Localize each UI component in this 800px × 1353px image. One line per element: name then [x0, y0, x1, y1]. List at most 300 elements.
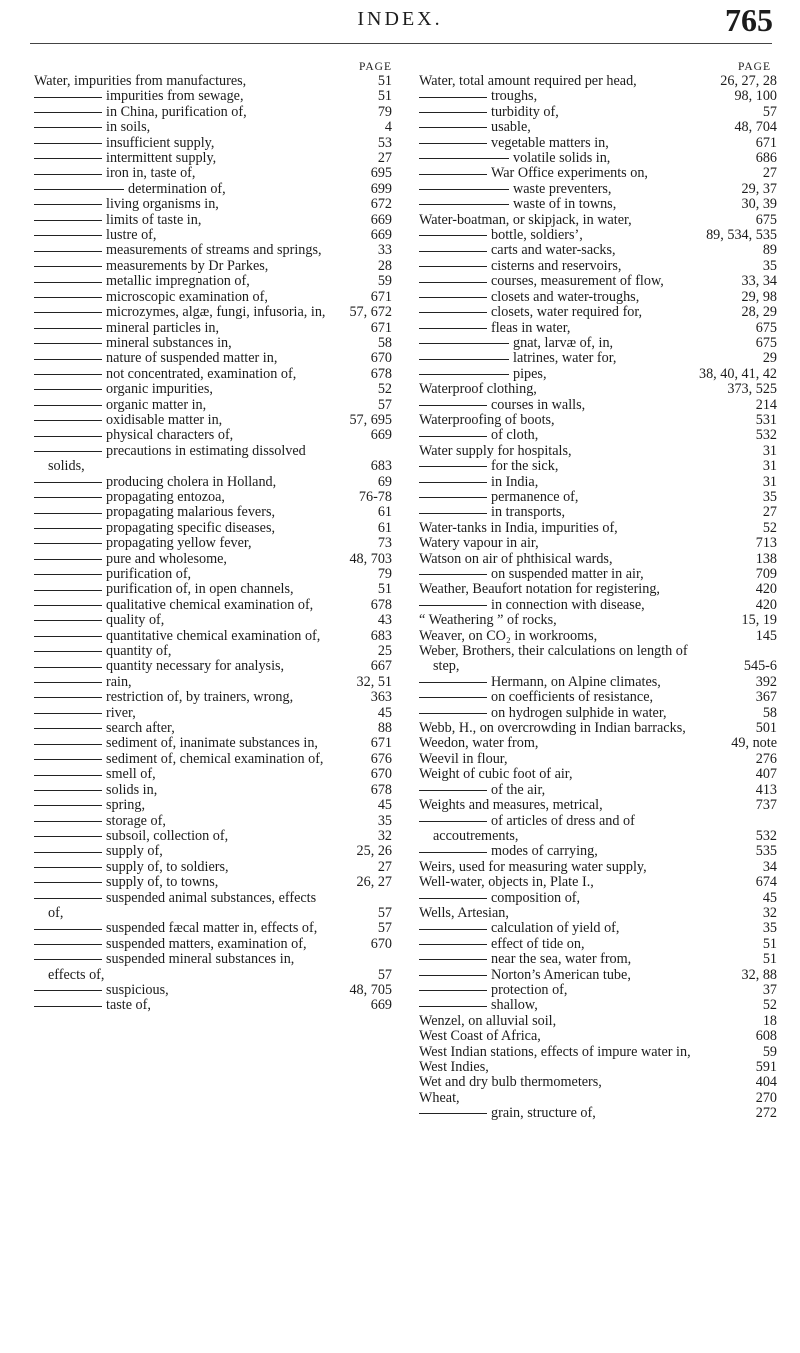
index-entry	[413, 490, 777, 505]
ditto-rule	[34, 374, 102, 375]
entry-label: propagating malarious fevers,	[106, 504, 276, 521]
index-entry	[413, 798, 777, 813]
ditto-rule	[34, 821, 102, 822]
entry-page-ref: 51	[377, 581, 392, 598]
entry-page-ref: 501	[755, 720, 777, 737]
index-entry	[413, 120, 777, 135]
index-entry	[28, 367, 392, 382]
ditto-rule	[419, 944, 487, 945]
index-entry	[413, 259, 777, 274]
entry-page-ref: 38, 40, 41, 42	[698, 365, 777, 382]
index-entry	[413, 166, 777, 181]
entry-page-ref: 678	[370, 596, 392, 613]
index-entry	[413, 136, 777, 151]
index-entry	[28, 398, 392, 413]
entry-page-ref: 678	[370, 365, 392, 382]
entry-page-ref: 33	[377, 242, 392, 259]
entry-label: near the sea, water from,	[491, 951, 632, 968]
entry-label: Wenzel, on alluvial soil,	[419, 1012, 557, 1029]
ditto-rule	[419, 143, 487, 144]
ditto-rule	[34, 713, 102, 714]
ditto-rule	[419, 204, 509, 205]
entry-page-ref: 32	[377, 827, 392, 844]
entry-label: not concentrated, examination of,	[106, 365, 297, 382]
ditto-rule	[34, 852, 102, 853]
entry-label: quantity necessary for analysis,	[106, 658, 285, 675]
index-entry	[28, 105, 392, 120]
entry-page-ref: 52	[762, 997, 777, 1014]
entry-page-ref: 669	[370, 997, 392, 1014]
entry-label: search after,	[106, 720, 175, 737]
entry-label: Water supply for hospitals,	[419, 442, 572, 459]
entry-page-ref: 57	[377, 966, 392, 983]
ditto-rule	[34, 790, 102, 791]
ditto-rule	[419, 174, 487, 175]
index-entry	[413, 968, 777, 983]
ditto-rule	[34, 667, 102, 668]
index-entry	[413, 937, 777, 952]
ditto-rule	[419, 189, 509, 190]
index-entry	[28, 875, 392, 890]
entry-label: river,	[106, 704, 136, 721]
entry-page-ref: 88	[377, 720, 392, 737]
entry-page-ref: 683	[370, 627, 392, 644]
index-entry	[28, 690, 392, 705]
entry-label: spring,	[106, 797, 146, 814]
ditto-rule	[34, 204, 102, 205]
entry-page-ref: 35	[762, 920, 777, 937]
entry-label: quantity of,	[106, 643, 172, 660]
index-entry	[28, 120, 392, 135]
entry-label: courses in walls,	[491, 396, 586, 413]
entry-label: waste preventers,	[513, 180, 612, 197]
ditto-rule	[34, 97, 102, 98]
entry-label: Weight of cubic foot of air,	[419, 766, 573, 783]
ditto-rule	[34, 174, 102, 175]
entry-label: Weather, Beaufort notation for registering,	[419, 581, 660, 598]
index-entry	[28, 475, 392, 490]
index-entry	[413, 536, 777, 551]
entry-page-ref: 671	[370, 735, 392, 752]
ditto-rule	[34, 590, 102, 591]
index-entry-list	[413, 74, 777, 1122]
index-entry	[28, 644, 392, 659]
entry-label: insufficient supply,	[106, 134, 215, 151]
entry-page-ref: 531	[755, 411, 777, 428]
entry-label: determination of,	[128, 180, 226, 197]
entry-label: waste of in towns,	[513, 196, 617, 213]
entry-page-ref: 52	[377, 381, 392, 398]
index-entry	[28, 505, 392, 520]
entry-label: measurements by Dr Parkes,	[106, 257, 269, 274]
index-entry	[413, 552, 777, 567]
entry-label: Watson on air of phthisical wards,	[419, 550, 613, 567]
entry-label: gnat, larvæ of, in,	[513, 334, 614, 351]
index-entry	[413, 1075, 777, 1090]
entry-page-ref: 98, 100	[734, 88, 777, 105]
index-entry	[413, 228, 777, 243]
entry-label: solids in,	[106, 781, 158, 798]
index-entry	[413, 290, 777, 305]
entry-page-ref: 404	[755, 1074, 777, 1091]
index-entry	[28, 675, 392, 690]
ditto-rule	[34, 420, 102, 421]
entry-label: protection of,	[491, 981, 568, 998]
entry-label: Water, total amount required per head,	[419, 73, 637, 89]
ditto-rule	[419, 282, 487, 283]
ditto-rule	[419, 266, 487, 267]
entry-page-ref: 674	[755, 874, 777, 891]
index-entry	[28, 629, 392, 644]
ditto-rule	[34, 359, 102, 360]
entry-page-ref: 25, 26	[356, 843, 392, 860]
ditto-rule	[34, 636, 102, 637]
ditto-rule	[34, 990, 102, 991]
entry-page-ref: 51	[762, 951, 777, 968]
entry-label: mineral particles in,	[106, 319, 220, 336]
entry-page-ref: 671	[370, 288, 392, 305]
ditto-rule	[419, 959, 487, 960]
entry-page-ref: 57	[377, 396, 392, 413]
entry-label: pipes,	[513, 365, 547, 382]
entry-label: in transports,	[491, 504, 566, 521]
entry-label: of cloth,	[491, 427, 539, 444]
entry-page-ref: 58	[377, 334, 392, 351]
entry-page-ref: 61	[377, 519, 392, 536]
entry-label: organic matter in,	[106, 396, 207, 413]
entry-page-ref: 608	[755, 1028, 777, 1045]
index-entry	[28, 552, 392, 567]
entry-page-ref: 35	[762, 488, 777, 505]
entry-label: Well-water, objects in, Plate I.,	[419, 874, 594, 891]
ditto-rule	[34, 112, 102, 113]
entry-label: bottle, soldiers’,	[491, 227, 583, 244]
ditto-rule	[34, 127, 102, 128]
ditto-rule	[419, 605, 487, 606]
entry-label: subsoil, collection of,	[106, 827, 229, 844]
entry-page-ref: 373, 525	[727, 381, 777, 398]
index-entry	[413, 74, 777, 89]
ditto-rule	[34, 775, 102, 776]
index-entry	[413, 89, 777, 104]
index-entry	[413, 690, 777, 705]
entry-page-ref: 43	[377, 612, 392, 629]
index-entry	[413, 844, 777, 859]
entry-page-ref: 45	[377, 704, 392, 721]
entry-label: oxidisable matter in,	[106, 411, 223, 428]
index-entry	[413, 582, 777, 597]
index-entry	[413, 567, 777, 582]
entry-label: on coefficients of resistance,	[491, 689, 654, 706]
index-entry	[28, 521, 392, 536]
ditto-rule	[34, 559, 102, 560]
entry-page-ref: 671	[755, 134, 777, 151]
entry-page-ref: 26, 27, 28	[720, 73, 777, 89]
entry-label: calculation of yield of,	[491, 920, 620, 937]
ditto-rule	[419, 682, 487, 683]
entry-page-ref: 591	[755, 1059, 777, 1075]
ditto-rule	[34, 389, 102, 390]
entry-page-ref: 49, note	[731, 735, 777, 752]
entry-page-ref: 675	[755, 319, 777, 336]
entry-page-ref: 670	[370, 350, 392, 367]
entry-page-ref: 69	[377, 473, 392, 490]
index-entry	[413, 351, 777, 366]
index-entry	[413, 444, 777, 459]
index-entry	[413, 305, 777, 320]
entry-page-ref: 695	[370, 165, 392, 182]
index-entry	[413, 891, 777, 906]
entry-page-ref: 29, 37	[741, 180, 777, 197]
entry-label: precautions in estimating dissolved solids,	[48, 442, 306, 475]
ditto-rule	[34, 482, 102, 483]
entry-label: qualitative chemical examination of,	[106, 596, 314, 613]
ditto-rule	[419, 359, 509, 360]
entry-label: supply of, to towns,	[106, 874, 219, 891]
ditto-rule	[34, 605, 102, 606]
entry-page-ref: 4	[384, 119, 392, 136]
entry-label: composition of,	[491, 889, 581, 906]
entry-label: purification of,	[106, 566, 192, 582]
entry-page-ref: 420	[755, 581, 777, 598]
index-entry	[28, 182, 392, 197]
index-entry	[28, 444, 392, 475]
index-entry	[28, 582, 392, 597]
entry-page-ref: 33, 34	[741, 273, 777, 290]
entry-page-ref: 35	[762, 257, 777, 274]
entry-label: “ Weathering ” of rocks,	[419, 612, 557, 629]
ditto-rule	[34, 343, 102, 344]
page-number: 765	[725, 2, 773, 38]
entry-page-ref: 35	[377, 812, 392, 829]
entry-label: restriction of, by trainers, wrong,	[106, 689, 294, 706]
ditto-rule	[34, 620, 102, 621]
index-entry	[28, 213, 392, 228]
ditto-rule	[34, 697, 102, 698]
entry-label: West Coast of Africa,	[419, 1028, 541, 1045]
entry-label: Watery vapour in air,	[419, 535, 539, 552]
index-entry	[28, 736, 392, 751]
entry-page-ref: 30, 39	[741, 196, 777, 213]
index-entry	[28, 536, 392, 551]
entry-label: on suspended matter in air,	[491, 566, 644, 582]
ditto-rule	[419, 235, 487, 236]
index-entry	[413, 505, 777, 520]
ditto-rule	[34, 867, 102, 868]
index-entry	[413, 644, 777, 675]
ditto-rule	[419, 975, 487, 976]
column-head-page: PAGE	[738, 61, 771, 73]
entry-page-ref: 48, 704	[734, 119, 777, 136]
index-entry	[28, 998, 392, 1013]
ditto-rule	[34, 312, 102, 313]
entry-page-ref: 51	[377, 73, 392, 89]
entry-label: Hermann, on Alpine climates,	[491, 673, 661, 690]
entry-page-ref: 29, 98	[741, 288, 777, 305]
index-entry	[413, 413, 777, 428]
index-entry	[413, 1106, 777, 1121]
entry-label: closets and water-troughs,	[491, 288, 640, 305]
index-entry	[28, 490, 392, 505]
index-entry	[28, 783, 392, 798]
entry-label: in soils,	[106, 119, 151, 136]
entry-page-ref: 31	[762, 458, 777, 475]
entry-page-ref: 18	[762, 1012, 777, 1029]
entry-page-ref: 545-6	[743, 658, 777, 675]
entry-label: Water, impurities from manufactures,	[34, 73, 247, 89]
index-entry	[28, 937, 392, 952]
index-entry	[413, 814, 777, 845]
entry-label: in India,	[491, 473, 539, 490]
ditto-rule	[34, 143, 102, 144]
entry-label: rain,	[106, 673, 132, 690]
entry-page-ref: 678	[370, 781, 392, 798]
entry-label: War Office experiments on,	[491, 165, 648, 182]
ditto-rule	[34, 297, 102, 298]
entry-label: carts and water-sacks,	[491, 242, 616, 259]
entry-page-ref: 672	[370, 196, 392, 213]
ditto-rule	[419, 574, 487, 575]
index-entry	[413, 398, 777, 413]
entry-label: measurements of streams and springs,	[106, 242, 322, 259]
entry-label: troughs,	[491, 88, 538, 105]
entry-label: in connection with disease,	[491, 596, 645, 613]
entry-label: quantitative chemical examination of,	[106, 627, 321, 644]
index-entry	[28, 151, 392, 166]
ditto-rule	[419, 328, 487, 329]
entry-page-ref: 59	[377, 273, 392, 290]
index-entry	[28, 844, 392, 859]
ditto-rule	[34, 543, 102, 544]
entry-page-ref: 31	[762, 473, 777, 490]
entry-label: sediment of, chemical examination of,	[106, 750, 324, 767]
ditto-rule	[34, 513, 102, 514]
entry-label: suspended mineral substances in, effects of,	[48, 951, 295, 983]
index-entry	[413, 860, 777, 875]
entry-page-ref: 32	[762, 904, 777, 921]
index-entry	[28, 89, 392, 104]
entry-label: fleas in water,	[491, 319, 571, 336]
entry-label: volatile solids in,	[513, 150, 611, 167]
entry-page-ref: 270	[755, 1089, 777, 1106]
entry-page-ref: 671	[370, 319, 392, 336]
index-entry	[28, 228, 392, 243]
ditto-rule	[34, 189, 124, 190]
entry-page-ref: 32, 51	[356, 673, 392, 690]
entry-label: turbidity of,	[491, 103, 559, 120]
entry-label: of articles of dress and of accoutrements,	[433, 812, 635, 844]
ditto-rule	[419, 1006, 487, 1007]
entry-page-ref: 683	[370, 458, 392, 475]
ditto-rule	[34, 405, 102, 406]
entry-label: taste of,	[106, 997, 151, 1014]
entry-label: metallic impregnation of,	[106, 273, 250, 290]
index-entry	[413, 875, 777, 890]
entry-page-ref: 27	[377, 858, 392, 875]
entry-page-ref: 407	[755, 766, 777, 783]
index-entry	[28, 860, 392, 875]
ditto-rule	[34, 574, 102, 575]
entry-page-ref: 737	[755, 797, 777, 814]
ditto-rule	[34, 836, 102, 837]
index-entry	[413, 721, 777, 736]
entry-page-ref: 214	[755, 396, 777, 413]
index-entry	[28, 136, 392, 151]
index-entry	[413, 475, 777, 490]
ditto-rule	[34, 959, 102, 960]
index-entry	[413, 197, 777, 212]
index-entry	[413, 243, 777, 258]
ditto-rule	[34, 266, 102, 267]
index-column-left	[28, 60, 392, 1014]
entry-page-ref: 675	[755, 211, 777, 228]
index-entry	[413, 1060, 777, 1075]
ditto-rule	[419, 251, 487, 252]
entry-page-ref: 272	[755, 1105, 777, 1122]
entry-label: propagating specific diseases,	[106, 519, 276, 536]
index-entry	[413, 274, 777, 289]
ditto-rule	[419, 513, 487, 514]
entry-label: supply of, to soldiers,	[106, 858, 229, 875]
entry-label: for the sick,	[491, 458, 559, 475]
index-entry	[28, 166, 392, 181]
entry-page-ref: 669	[370, 227, 392, 244]
index-entry	[28, 321, 392, 336]
entry-page-ref: 420	[755, 596, 777, 613]
entry-label: suspicious,	[106, 981, 169, 998]
entry-label: sediment of, inanimate substances in,	[106, 735, 318, 752]
entry-label: Waterproof clothing,	[419, 381, 537, 398]
index-entry	[28, 290, 392, 305]
entry-label: Wet and dry bulb thermometers,	[419, 1074, 602, 1091]
index-entry	[28, 413, 392, 428]
index-entry	[28, 767, 392, 782]
index-entry	[28, 598, 392, 613]
index-entry	[28, 659, 392, 674]
ditto-rule	[34, 251, 102, 252]
index-entry	[413, 998, 777, 1013]
entry-label: Water-boatman, or skipjack, in water,	[419, 211, 632, 228]
ditto-rule	[34, 805, 102, 806]
entry-label: suspended animal substances, effects of,	[48, 889, 317, 921]
entry-label: of the air,	[491, 781, 546, 798]
entry-page-ref: 57, 695	[349, 411, 392, 428]
entry-page-ref: 45	[377, 797, 392, 814]
entry-label: Water-tanks in India, impurities of,	[419, 519, 618, 536]
ditto-rule	[34, 436, 102, 437]
ditto-rule	[34, 497, 102, 498]
entry-page-ref: 669	[370, 427, 392, 444]
ditto-rule	[34, 759, 102, 760]
entry-page-ref: 89, 534, 535	[706, 227, 777, 244]
ditto-rule	[419, 929, 487, 930]
entry-label: purification of, in open channels,	[106, 581, 294, 598]
entry-label: latrines, water for,	[513, 350, 617, 367]
entry-label: quality of,	[106, 612, 165, 629]
ditto-rule	[419, 898, 487, 899]
index-entry	[28, 74, 392, 89]
ditto-rule	[34, 728, 102, 729]
entry-label: smell of,	[106, 766, 156, 783]
entry-label: effect of tide on,	[491, 935, 585, 952]
entry-label: West Indies,	[419, 1059, 489, 1075]
index-entry	[413, 367, 777, 382]
entry-page-ref: 37	[762, 981, 777, 998]
index-entry	[413, 783, 777, 798]
index-entry	[413, 629, 777, 644]
entry-label: Webb, H., on overcrowding in Indian barracks,	[419, 720, 686, 737]
entry-page-ref: 52	[762, 519, 777, 536]
